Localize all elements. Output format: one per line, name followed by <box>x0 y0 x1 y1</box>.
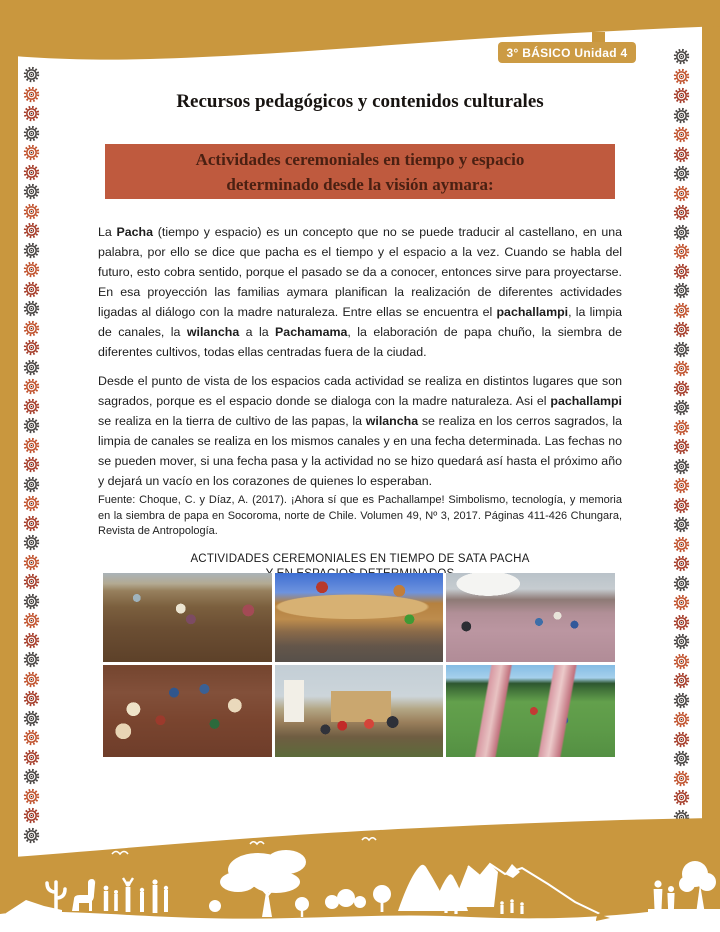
andean-rosette-icon <box>673 575 690 592</box>
andean-rosette-icon <box>673 692 690 709</box>
andean-rosette-icon <box>673 614 690 631</box>
andean-rosette-icon <box>673 204 690 221</box>
photo-ritual-offering-painting <box>275 573 444 662</box>
unit-badge <box>498 42 636 63</box>
andean-rosette-icon <box>673 107 690 124</box>
banner-line-1: Actividades ceremoniales en tiempo y espacio <box>195 149 525 169</box>
andean-rosette-icon <box>23 612 40 629</box>
body-paragraph-2: Desde el punto de vista de los espacios cada actividad se realiza en distintos lugares que son sagrados, porque es el espacio donde se dialoga con la madre naturaleza. Asi el pachallampi se realiza en la tierra de cultivo de las papas, la wilancha se realiza en los cerros sagrados, la limpia de canales se realiza en los mismos canales y en una fecha determinada. Las fechas no se pueden mover, si una fecha pasa y la actividad no se hizo quedará así hasta el próximo año y dejará un vacío en los corazones de quienes lo esperaban. <box>98 374 622 488</box>
andean-rosette-icon <box>23 749 40 766</box>
andean-rosette-icon <box>673 263 690 280</box>
andean-rosette-icon <box>673 243 690 260</box>
andean-rosette-icon <box>23 437 40 454</box>
andean-rosette-icon <box>23 417 40 434</box>
andean-rosette-icon <box>23 554 40 571</box>
andean-rosette-icon <box>23 476 40 493</box>
andean-rosette-icon <box>673 497 690 514</box>
andean-rosette-icon <box>673 399 690 416</box>
andean-rosette-icon <box>23 86 40 103</box>
andean-rosette-icon <box>673 146 690 163</box>
photo-church-gathering <box>275 665 444 757</box>
andean-rosette-icon <box>673 282 690 299</box>
andean-rosette-icon <box>673 789 690 806</box>
photo-potato-harvest <box>103 573 272 662</box>
andean-rosette-icon <box>23 66 40 83</box>
andean-rosette-icon <box>673 321 690 338</box>
andean-rosette-icon <box>23 242 40 259</box>
andean-rosette-icon <box>673 633 690 650</box>
andean-rosette-icon <box>673 341 690 358</box>
banner-line-2: determinado desde la visión aymara: <box>226 174 494 194</box>
andean-rosette-icon <box>673 87 690 104</box>
andean-rosette-icon <box>23 125 40 142</box>
andean-rosette-icon <box>23 339 40 356</box>
andean-rosette-icon <box>23 105 40 122</box>
andean-rosette-icon <box>673 594 690 611</box>
photo-caption-line-1: ACTIVIDADES CEREMONIALES EN TIEMPO DE SATA PACHA <box>190 552 530 565</box>
andean-rosette-icon <box>673 516 690 533</box>
andean-rosette-icon <box>673 536 690 553</box>
andean-rosette-icon <box>23 378 40 395</box>
footer-landscape-illustration <box>0 814 720 932</box>
andean-rosette-icon <box>673 458 690 475</box>
content-area <box>98 84 622 582</box>
photo-volcano-pilgrimage <box>446 573 615 662</box>
andean-rosette-icon <box>23 456 40 473</box>
andean-rosette-icon <box>23 729 40 746</box>
andean-rosette-icon <box>673 302 690 319</box>
andean-rosette-icon <box>23 183 40 200</box>
andean-rosette-icon <box>23 690 40 707</box>
andean-rosette-icon <box>23 281 40 298</box>
andean-rosette-icon <box>23 651 40 668</box>
andean-rosette-icon <box>673 438 690 455</box>
andean-rosette-icon <box>23 515 40 532</box>
andean-rosette-icon <box>23 788 40 805</box>
andean-rosette-icon <box>673 126 690 143</box>
andean-rosette-icon <box>673 185 690 202</box>
andean-rosette-icon <box>23 768 40 785</box>
andean-rosette-icon <box>673 224 690 241</box>
andean-rosette-icon <box>23 222 40 239</box>
unit-badge-label: 3° BÁSICO Unidad 4 <box>506 45 628 60</box>
andean-rosette-icon <box>23 671 40 688</box>
andean-rosette-icon <box>23 359 40 376</box>
andean-rosette-icon <box>23 398 40 415</box>
section-banner <box>105 144 615 199</box>
andean-rosette-icon <box>673 653 690 670</box>
andean-rosette-icon <box>673 555 690 572</box>
andean-rosette-icon <box>673 380 690 397</box>
andean-rosette-icon <box>673 165 690 182</box>
andean-rosette-icon <box>23 203 40 220</box>
andean-rosette-icon <box>673 672 690 689</box>
andean-rosette-icon <box>23 593 40 610</box>
andean-rosette-icon <box>23 320 40 337</box>
andean-rosette-icon <box>23 573 40 590</box>
andean-rosette-icon <box>23 164 40 181</box>
source-citation: Fuente: Choque, C. y Díaz, A. (2017). ¡Ahora sí que es Pachallampe! Simbolismo, tecnología, y memoria en la siembra de papa en Socoroma, norte de Chile. Volumen 49, Nº 3, 2017. Páginas 411-426 Chungara, Revista de Antropología. <box>98 494 622 537</box>
andean-rosette-icon <box>673 360 690 377</box>
andean-rosette-icon <box>673 770 690 787</box>
andean-rosette-icon <box>23 632 40 649</box>
body-paragraph-1: La Pacha (tiempo y espacio) es un concepto que no se puede traducir al castellano, en una palabra, por ello se dice que pacha es el tiempo y el espacio a la vez. Cuando se habla del futuro, esto cobra sentido, porque el pasado se da a conocer, entonces sirve para proyectarse. En esa proyección las familias aymara planifican la realización de diferentes actividades ligadas al diálogo con la madre naturaleza. Entre ellas se encuentra el pachallampi, la limpia de canales, la wilancha a la Pachamama, la elaboración de papa chuño, la siembra de diferentes cultivos, todas ellas centradas fuera de la ciudad. <box>98 225 622 359</box>
andean-rosette-icon <box>23 534 40 551</box>
photo-circle-ceremony <box>103 665 272 757</box>
andean-rosette-icon <box>23 261 40 278</box>
andean-rosette-icon <box>23 710 40 727</box>
andean-rosette-icon <box>23 300 40 317</box>
andean-rosette-icon <box>673 68 690 85</box>
andean-rosette-icon <box>673 477 690 494</box>
andean-rosette-icon <box>673 750 690 767</box>
photo-grid <box>103 573 615 757</box>
andean-rosette-icon <box>23 495 40 512</box>
andean-rosette-icon <box>673 731 690 748</box>
photo-communal-meal <box>446 665 615 757</box>
andean-rosette-icon <box>673 419 690 436</box>
andean-rosette-icon <box>673 711 690 728</box>
andean-rosette-icon <box>23 144 40 161</box>
andean-rosette-border-right <box>673 48 690 826</box>
page-title: Recursos pedagógicos y contenidos culturales <box>176 91 544 112</box>
andean-rosette-border-left <box>23 66 40 844</box>
